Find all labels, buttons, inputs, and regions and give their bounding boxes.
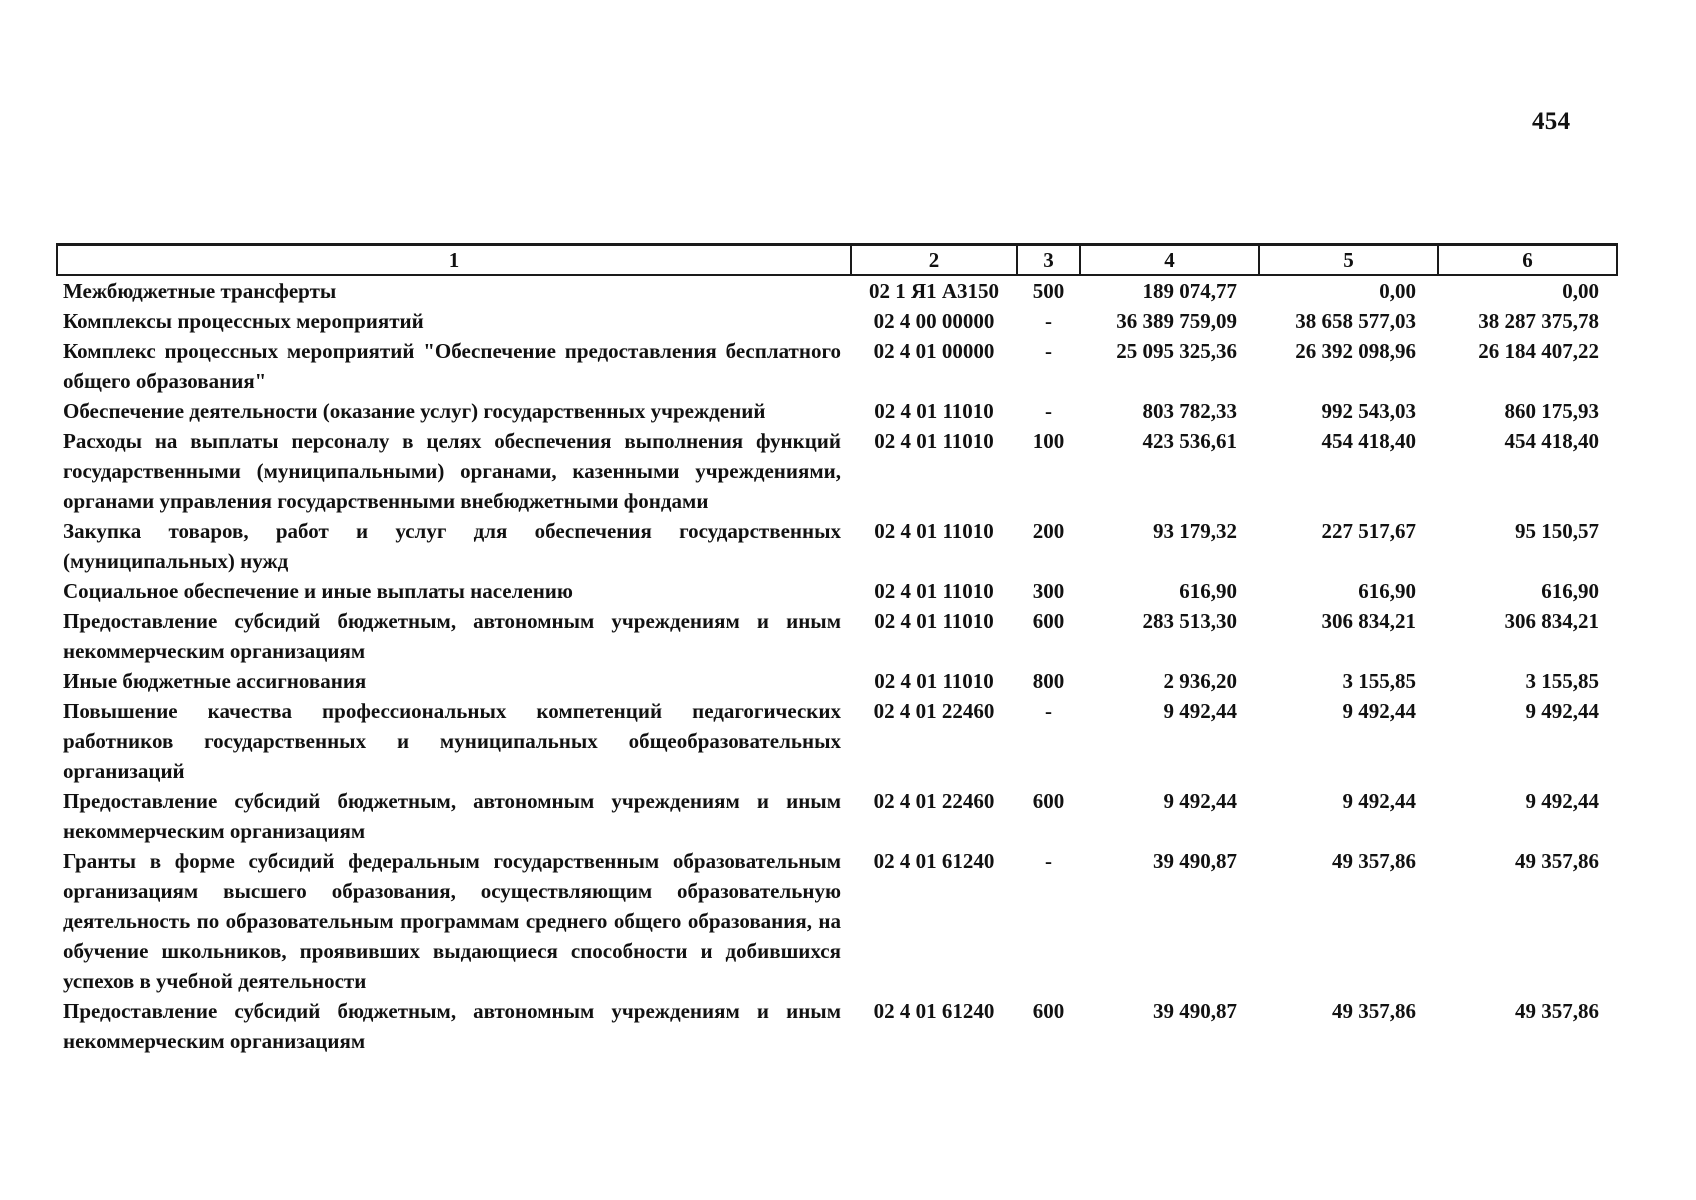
row-value-2-cell: 616,90 xyxy=(1358,579,1416,603)
table-body xyxy=(57,275,1617,1056)
header-col-5: 5 xyxy=(1259,245,1438,276)
header-col-2: 2 xyxy=(851,245,1017,276)
row-value-2-cell: 454 418,40 xyxy=(1321,429,1416,453)
row-name-cell: Обеспечение деятельности (оказание услуг) государственных учреждений xyxy=(63,399,766,423)
row-value-1-cell: 39 490,87 xyxy=(1153,849,1237,873)
row-value-1-cell: 93 179,32 xyxy=(1153,519,1237,543)
row-name-cell: Социальное обеспечение и иные выплаты населению xyxy=(63,579,573,603)
row-code-cell: 02 4 01 22460 xyxy=(873,699,995,723)
row-value-2-cell: 0,00 xyxy=(1379,279,1416,303)
row-code-cell: 02 4 01 11010 xyxy=(874,519,994,543)
row-name-cell: Предоставление субсидий бюджетным, автономным учреждениям и иным некоммерческим организациям xyxy=(63,789,841,843)
row-value-2-cell: 306 834,21 xyxy=(1321,609,1416,633)
row-code-cell: 02 1 Я1 А3150 xyxy=(868,279,1000,303)
row-value-2-cell: 26 392 098,96 xyxy=(1295,339,1416,363)
row-name-cell: Комплекс процессных мероприятий "Обеспечение предоставления бесплатного общего образования" xyxy=(63,339,841,393)
table-row xyxy=(57,396,1617,426)
row-value-2-cell: 992 543,03 xyxy=(1321,399,1416,423)
row-type-cell: 600 xyxy=(1032,999,1065,1023)
row-value-3-cell: 49 357,86 xyxy=(1515,999,1599,1023)
row-value-2-cell: 9 492,44 xyxy=(1342,789,1416,813)
row-value-2-cell: 3 155,85 xyxy=(1342,669,1416,693)
table-row xyxy=(57,426,1617,516)
row-name-cell: Предоставление субсидий бюджетным, автономным учреждениям и иным некоммерческим организациям xyxy=(63,609,841,663)
row-value-2-cell: 38 658 577,03 xyxy=(1295,309,1416,333)
row-value-3-cell: 306 834,21 xyxy=(1504,609,1599,633)
header-col-4: 4 xyxy=(1080,245,1259,276)
row-value-1-cell: 616,90 xyxy=(1179,579,1237,603)
row-code-cell: 02 4 01 61240 xyxy=(873,999,995,1023)
row-type-cell: 100 xyxy=(1032,429,1065,453)
row-value-3-cell: 38 287 375,78 xyxy=(1478,309,1599,333)
table-row xyxy=(57,306,1617,336)
row-value-1-cell: 25 095 325,36 xyxy=(1116,339,1237,363)
row-type-cell: - xyxy=(1045,699,1052,723)
row-code-cell: 02 4 01 61240 xyxy=(873,849,995,873)
budget-table xyxy=(56,243,1618,1056)
row-value-1-cell: 283 513,30 xyxy=(1142,609,1237,633)
header-col-6: 6 xyxy=(1438,245,1617,276)
row-value-3-cell: 454 418,40 xyxy=(1504,429,1599,453)
row-type-cell: - xyxy=(1045,849,1052,873)
table-row xyxy=(57,275,1617,306)
row-code-cell: 02 4 01 00000 xyxy=(873,339,995,363)
table-row xyxy=(57,336,1617,396)
header-col-1: 1 xyxy=(57,245,851,276)
row-value-3-cell: 3 155,85 xyxy=(1525,669,1599,693)
row-value-1-cell: 423 536,61 xyxy=(1142,429,1237,453)
table-row xyxy=(57,666,1617,696)
row-value-1-cell: 9 492,44 xyxy=(1163,699,1237,723)
row-code-cell: 02 4 01 11010 xyxy=(874,669,994,693)
row-name-cell: Межбюджетные трансферты xyxy=(63,279,337,303)
table-row xyxy=(57,516,1617,576)
row-value-1-cell: 9 492,44 xyxy=(1163,789,1237,813)
row-value-3-cell: 9 492,44 xyxy=(1525,699,1599,723)
row-code-cell: 02 4 01 22460 xyxy=(873,789,995,813)
row-value-3-cell: 26 184 407,22 xyxy=(1478,339,1599,363)
row-type-cell: 500 xyxy=(1032,279,1065,303)
row-value-2-cell: 227 517,67 xyxy=(1321,519,1416,543)
row-code-cell: 02 4 01 11010 xyxy=(874,399,994,423)
table-row xyxy=(57,786,1617,846)
row-value-3-cell: 95 150,57 xyxy=(1515,519,1599,543)
row-type-cell: 800 xyxy=(1032,669,1065,693)
row-type-cell: 600 xyxy=(1032,789,1065,813)
row-type-cell: - xyxy=(1045,309,1052,333)
row-type-cell: - xyxy=(1045,339,1052,363)
header-col-3: 3 xyxy=(1017,245,1080,276)
table-row xyxy=(57,696,1617,786)
page-number: 454 xyxy=(1532,108,1571,135)
row-value-2-cell: 9 492,44 xyxy=(1342,699,1416,723)
row-name-cell: Гранты в форме субсидий федеральным государственным образовательным организациям высшего образования, осуществляющим образовательную деятельность по образовательным программам среднего общего образования, на обучение школьников, проявивших выдающиеся способности и добившихся успехов в учебной деятельности xyxy=(63,849,841,993)
row-type-cell: - xyxy=(1045,399,1052,423)
budget-table-container xyxy=(56,243,1616,1056)
row-value-1-cell: 189 074,77 xyxy=(1142,279,1237,303)
row-code-cell: 02 4 01 11010 xyxy=(874,609,994,633)
row-name-cell: Предоставление субсидий бюджетным, автономным учреждениям и иным некоммерческим организациям xyxy=(63,999,841,1053)
row-value-2-cell: 49 357,86 xyxy=(1332,849,1416,873)
row-value-1-cell: 39 490,87 xyxy=(1153,999,1237,1023)
row-code-cell: 02 4 00 00000 xyxy=(873,309,995,333)
row-code-cell: 02 4 01 11010 xyxy=(874,579,994,603)
row-value-1-cell: 2 936,20 xyxy=(1163,669,1237,693)
row-type-cell: 200 xyxy=(1032,519,1065,543)
table-row xyxy=(57,846,1617,996)
table-row xyxy=(57,606,1617,666)
row-type-cell: 600 xyxy=(1032,609,1065,633)
row-value-3-cell: 860 175,93 xyxy=(1504,399,1599,423)
row-code-cell: 02 4 01 11010 xyxy=(874,429,994,453)
row-value-3-cell: 616,90 xyxy=(1541,579,1599,603)
row-value-1-cell: 803 782,33 xyxy=(1142,399,1237,423)
table-row xyxy=(57,996,1617,1056)
row-value-1-cell: 36 389 759,09 xyxy=(1116,309,1237,333)
row-name-cell: Комплексы процессных мероприятий xyxy=(63,309,424,333)
table-header xyxy=(57,245,1617,276)
row-type-cell: 300 xyxy=(1032,579,1065,603)
row-name-cell: Расходы на выплаты персоналу в целях обеспечения выполнения функций государственными (муниципальными) органами, казенными учреждениями, органами управления государственными внебюджетными фондами xyxy=(63,429,841,513)
row-value-3-cell: 49 357,86 xyxy=(1515,849,1599,873)
table-row xyxy=(57,576,1617,606)
row-name-cell: Повышение качества профессиональных компетенций педагогических работников государственных и муниципальных общеобразовательных организаций xyxy=(63,699,841,783)
row-value-3-cell: 9 492,44 xyxy=(1525,789,1599,813)
row-value-2-cell: 49 357,86 xyxy=(1332,999,1416,1023)
row-name-cell: Иные бюджетные ассигнования xyxy=(63,669,367,693)
row-name-cell: Закупка товаров, работ и услуг для обеспечения государственных (муниципальных) нужд xyxy=(63,519,841,573)
row-value-3-cell: 0,00 xyxy=(1562,279,1599,303)
header-row xyxy=(57,245,1617,276)
